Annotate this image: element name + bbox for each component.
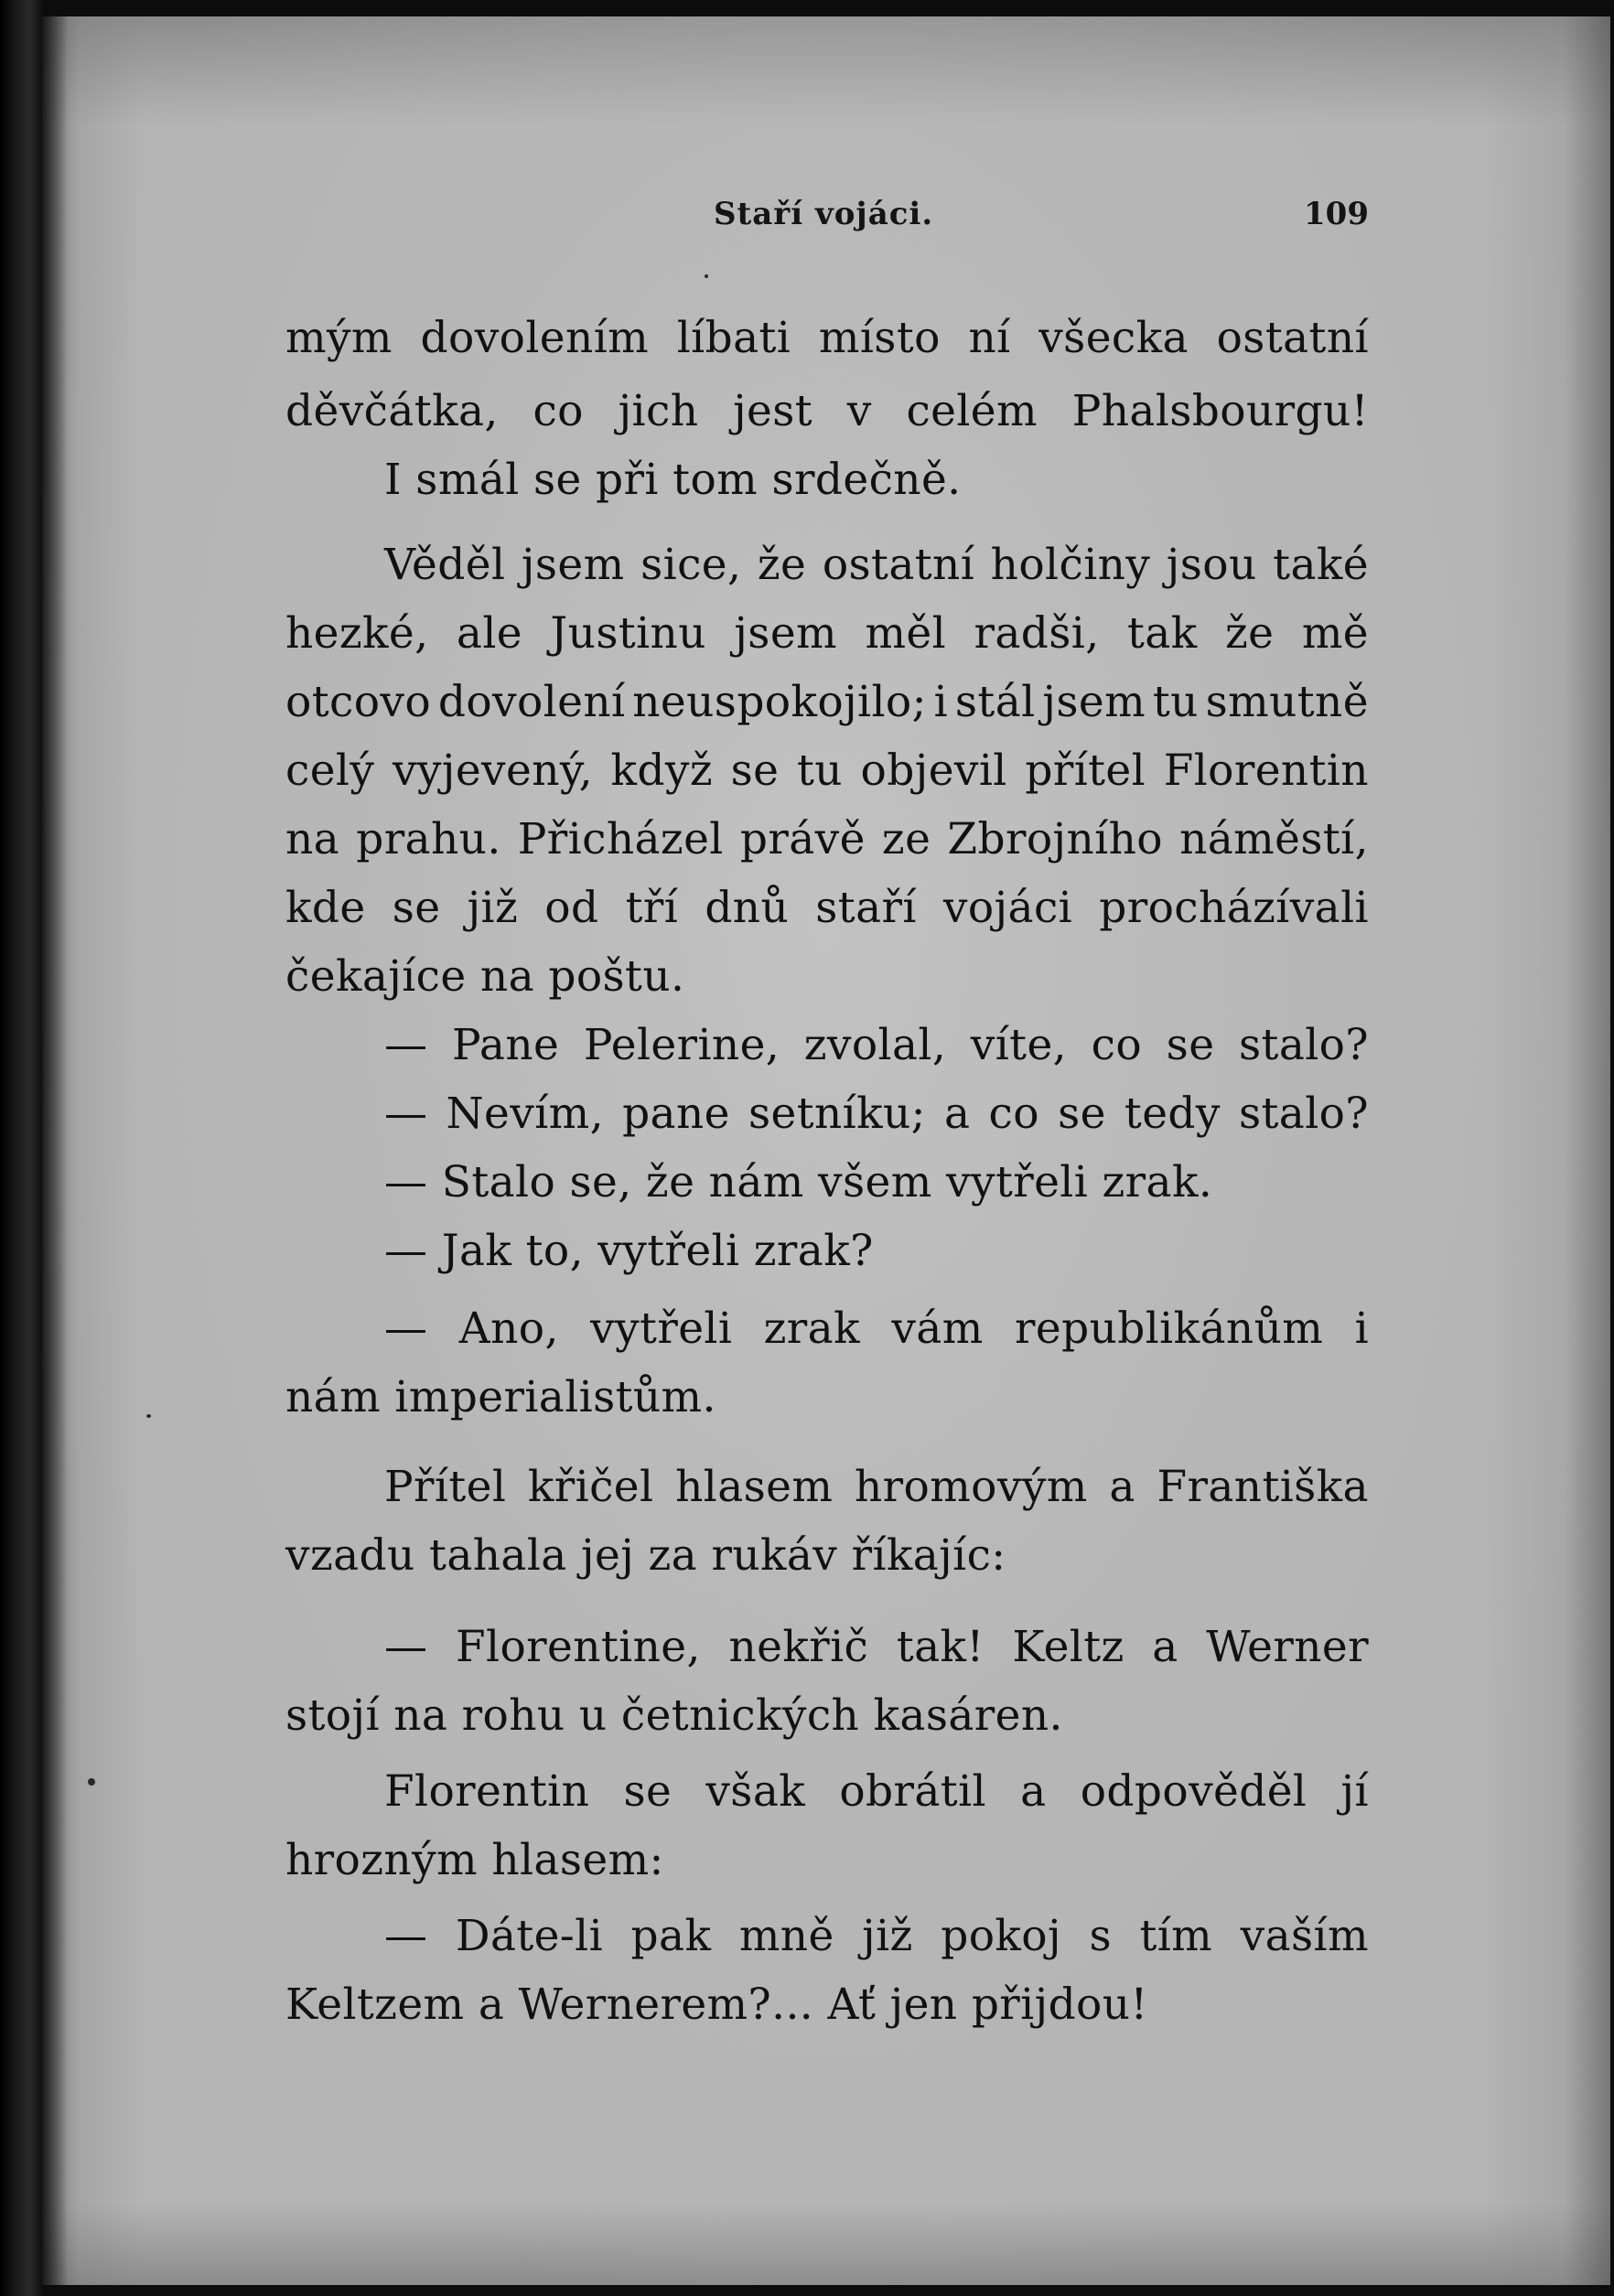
gutter-shadow: [42, 16, 68, 2285]
dust-speck: [705, 274, 708, 278]
text-line: — Nevím, pane setníku; a co se tedy stalo?: [384, 1089, 1369, 1139]
text-line: stojí na rohu u četnických kasáren.: [285, 1690, 1063, 1741]
text-line: děvčátka, co jich jest v celém Phalsbourgu!: [285, 386, 1369, 436]
text-line: celý vyjevený, když se tu objevil přítel Florentin: [285, 746, 1369, 796]
book-spine-edge: [0, 0, 42, 2296]
text-line: hezké, ale Justinu jsem měl radši, tak že mě: [285, 608, 1369, 659]
text-line: Florentin se však obrátil a odpověděl jí: [384, 1766, 1369, 1817]
dust-speck: [146, 1414, 151, 1418]
text-line: čekajíce na poštu.: [285, 951, 685, 1002]
text-line: na prahu. Přicházel právě ze Zbrojního náměstí,: [285, 814, 1369, 864]
text-line: hrozným hlasem:: [285, 1835, 664, 1885]
text-line: — Ano, vytřeli zrak vám republikánům i: [384, 1304, 1369, 1354]
text-line: I smál se při tom srdečně.: [384, 455, 962, 505]
text-line: mým dovolením líbati místo ní všecka ostatní: [285, 313, 1369, 363]
text-line: — Dáte-li pak mně již pokoj s tím vaším: [384, 1911, 1369, 1961]
text-line: — Stalo se, že nám všem vytřeli zrak.: [384, 1157, 1213, 1207]
text-line: otcovo dovolení neuspokojilo; i stál jsem tu smutně: [285, 677, 1369, 727]
text-line: Přítel křičel hlasem hromovým a Františka: [384, 1462, 1369, 1512]
dust-speck: [88, 1778, 95, 1786]
text-line: kde se již od tří dnů staří vojáci procházívali: [285, 883, 1369, 933]
text-line: — Pane Pelerine, zvolal, víte, co se stalo?: [384, 1020, 1369, 1070]
text-line: — Florentine, nekřič tak! Keltz a Werner: [384, 1622, 1369, 1672]
text-line: vzadu tahala jej za rukáv říkajíc:: [285, 1530, 1006, 1581]
page-number: 109: [1304, 196, 1369, 232]
text-line: Věděl jsem sice, že ostatní holčiny jsou také: [384, 540, 1369, 590]
text-line: — Jak to, vytřeli zrak?: [384, 1226, 874, 1276]
running-title: Staří vojáci.: [714, 196, 934, 232]
running-header: [714, 196, 1369, 241]
text-line: Keltzem a Wernerem?... Ať jen přijdou!: [285, 1979, 1148, 2030]
text-line: nám imperialistům.: [285, 1372, 716, 1422]
